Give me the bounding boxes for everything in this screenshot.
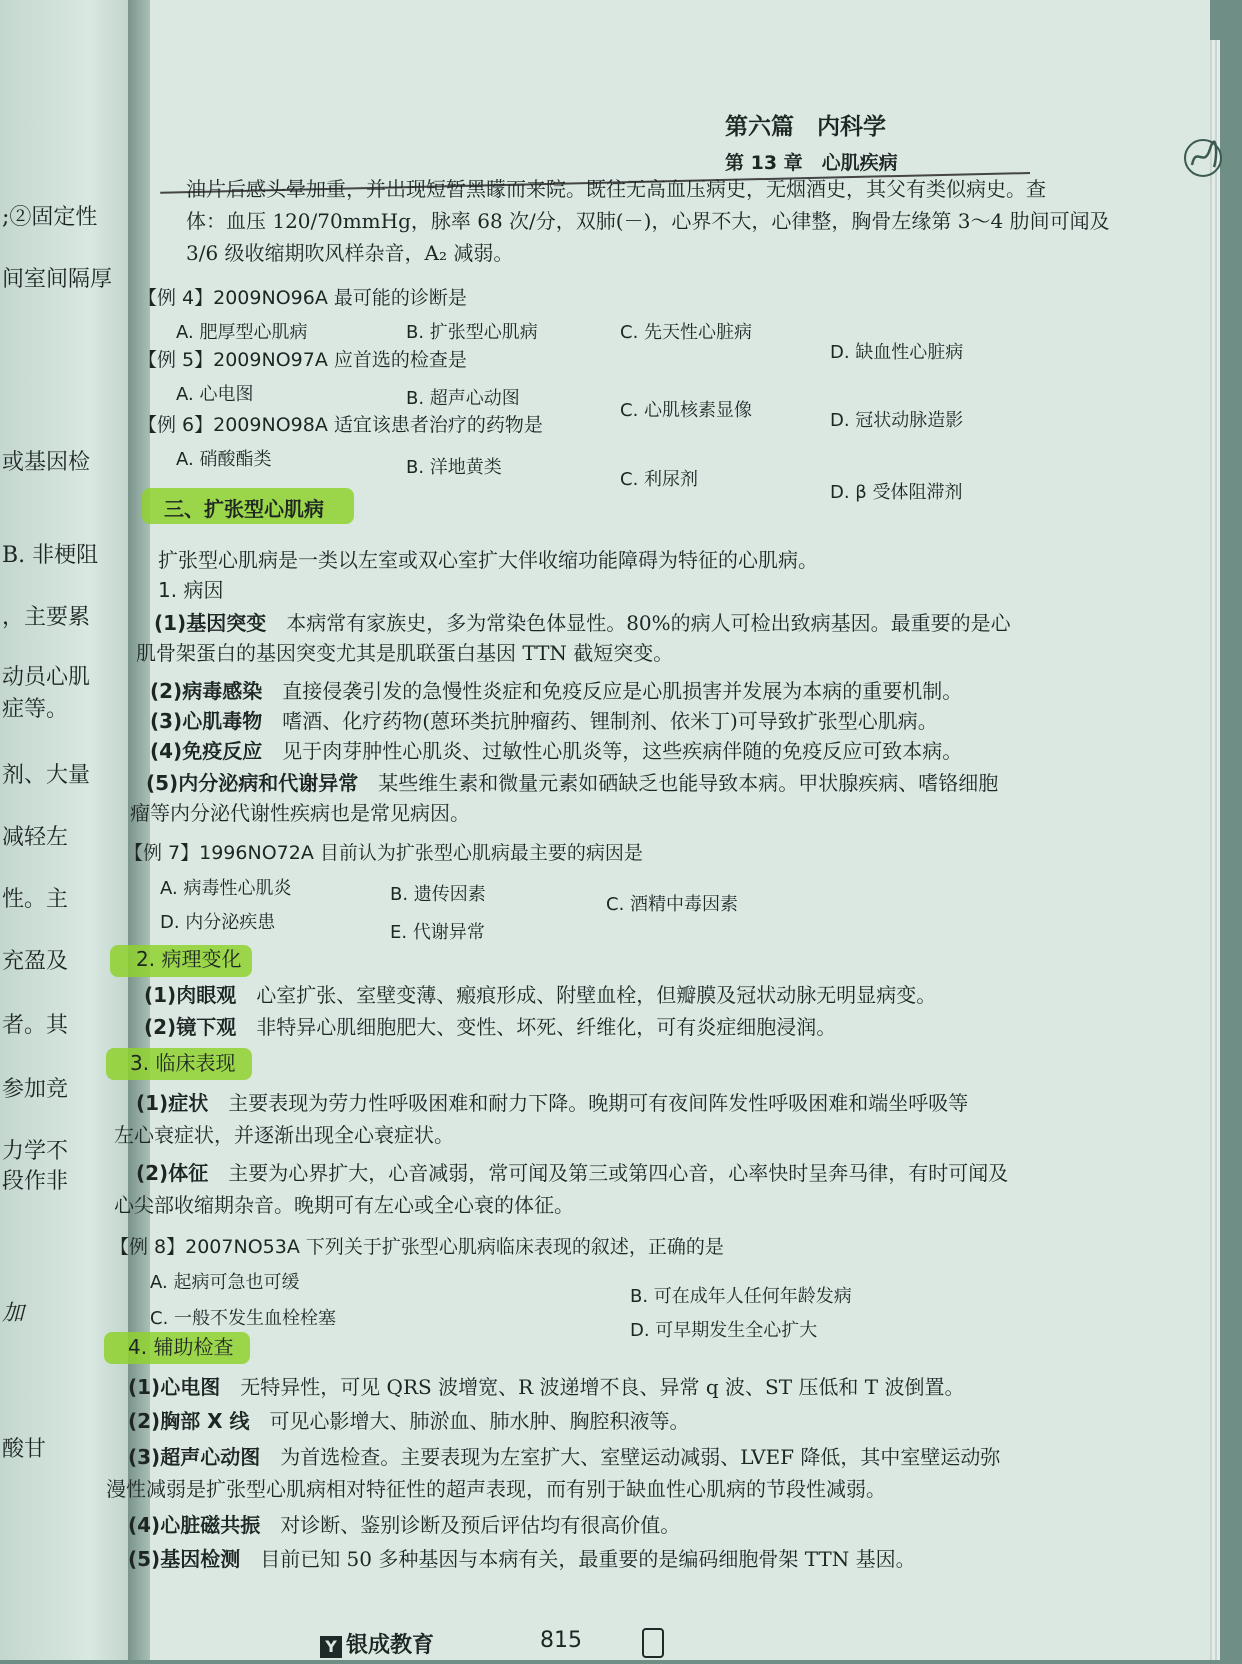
left-line: 症等。 <box>2 697 69 722</box>
right-page <box>106 0 1210 1660</box>
subsection-heading: 2. 病理变化 <box>136 947 242 971</box>
option: A. 心电图 <box>176 384 254 405</box>
item-text: 主要表现为劳力性呼吸困难和耐力下降。晚期可有夜间阵发性呼吸困难和端坐呼吸等 <box>228 1091 969 1115</box>
item-key: (1)症状 <box>136 1091 209 1115</box>
item-text: 某些维生素和微量元素如硒缺乏也能导致本病。甲状腺疾病、嗜铬细胞 <box>378 771 999 795</box>
item-key: (2)体征 <box>136 1161 209 1185</box>
brand-logo-icon: Y <box>320 1636 342 1658</box>
left-line: 加 <box>2 1301 25 1326</box>
item-text: 见于肉芽肿性心肌炎、过敏性心肌炎等，这些疾病伴随的免疫反应可致本病。 <box>282 739 963 763</box>
option: C. 心肌核素显像 <box>620 400 753 421</box>
phone-icon <box>642 1628 664 1664</box>
example-question: 【例 7】1996NO72A 目前认为扩张型心肌病最主要的病因是 <box>124 842 643 864</box>
option: B. 洋地黄类 <box>406 457 502 478</box>
option: D. 内分泌疾患 <box>160 912 276 933</box>
item-text-cont: 漫性减弱是扩张型心肌病相对特征性的超声表现，而有别于缺血性心肌病的节段性减弱。 <box>106 1477 886 1501</box>
option: B. 遗传因素 <box>390 884 486 905</box>
intro-line: 油片后感头晕加重，并出现短暂黑矇而来院。既往无高血压病史，无烟酒史，其父有类似病史。查 <box>186 177 1046 201</box>
left-line: 动员心肌 <box>2 665 91 690</box>
footer-brand <box>320 1628 434 1659</box>
left-line: 剂、大量 <box>2 763 91 788</box>
option: A. 起病可急也可缓 <box>150 1272 300 1293</box>
left-line: 减轻左 <box>2 825 69 850</box>
option: D. β 受体阻滞剂 <box>830 482 963 503</box>
option: D. 冠状动脉造影 <box>830 410 964 431</box>
subsection-heading: 4. 辅助检查 <box>128 1335 234 1359</box>
item-key: (1)肉眼观 <box>144 983 237 1007</box>
option: D. 可早期发生全心扩大 <box>630 1320 818 1341</box>
left-line: 段作非 <box>2 1169 69 1194</box>
example-question: 【例 8】2007NO53A 下列关于扩张型心肌病临床表现的叙述，正确的是 <box>110 1236 724 1258</box>
example-question: 【例 4】2009NO96A 最可能的诊断是 <box>138 287 467 309</box>
intro-line: 体：血压 120/70mmHg，脉率 68 次/分，双肺(－)，心界不大，心律整，胸骨左缘第 3～4 肋间可闻及 <box>186 209 1110 233</box>
item-text: 可见心影增大、肺淤血、肺水肿、胸腔积液等。 <box>269 1409 690 1433</box>
item-text: 对诊断、鉴别诊断及预后评估均有很高价值。 <box>280 1513 681 1537</box>
subsection-heading: 3. 临床表现 <box>130 1051 236 1075</box>
item-text-cont: 心尖部收缩期杂音。晚期可有左心或全心衰的体征。 <box>114 1193 574 1217</box>
definition-line: 扩张型心肌病是一类以左室或双心室扩大伴收缩功能障碍为特征的心肌病。 <box>158 548 818 572</box>
item-key: (2)病毒感染 <box>150 679 263 703</box>
option: A. 硝酸酯类 <box>176 449 272 470</box>
left-line: 性。主 <box>2 887 69 912</box>
item-text: 本病常有家族史，多为常染色体显性。80%的病人可检出致病基因。最重要的是心 <box>286 611 1011 635</box>
item-key: (1)心电图 <box>128 1375 221 1399</box>
brand-name: 银成教育 <box>346 1633 435 1658</box>
option: A. 肥厚型心肌病 <box>176 322 308 343</box>
left-line: 酸甘 <box>2 1437 47 1462</box>
option: C. 利尿剂 <box>620 469 699 490</box>
intro-line: 3/6 级收缩期吹风样杂音，A₂ 减弱。 <box>186 241 514 265</box>
option: C. 一般不发生血栓栓塞 <box>150 1308 337 1329</box>
option: B. 超声心动图 <box>406 388 520 409</box>
page-number: 815 <box>540 1628 582 1653</box>
item-key: (4)免疫反应 <box>150 739 263 763</box>
item-key: (2)镜下观 <box>144 1015 237 1039</box>
section-heading: 三、扩张型心肌病 <box>164 497 324 521</box>
option: D. 缺血性心脏病 <box>830 342 964 363</box>
left-line: ，主要累 <box>2 605 91 630</box>
left-line: 间室间隔厚 <box>2 267 113 292</box>
item-text: 非特异心肌细胞肥大、变性、坏死、纤维化，可有炎症细胞浸润。 <box>256 1015 837 1039</box>
left-line: 或基因检 <box>2 450 91 475</box>
option: B. 扩张型心肌病 <box>406 322 538 343</box>
item-key: (3)心肌毒物 <box>150 709 263 733</box>
item-text-cont: 瘤等内分泌代谢性疾病也是常见病因。 <box>130 801 470 825</box>
item-text: 主要为心界扩大，心音减弱，常可闻及第三或第四心音，心率快时呈奔马律，有时可闻及 <box>228 1161 1009 1185</box>
option: B. 可在成年人任何年龄发病 <box>630 1286 852 1307</box>
item-text: 心室扩张、室壁变薄、瘢痕形成、附壁血栓，但瓣膜及冠状动脉无明显病变。 <box>256 983 937 1007</box>
item-text-cont: 肌骨架蛋白的基因突变尤其是肌联蛋白基因 TTN 截短突变。 <box>136 641 674 665</box>
example-question: 【例 6】2009NO98A 适宜该患者治疗的药物是 <box>138 414 543 436</box>
item-text: 目前已知 50 多种基因与本病有关，最重要的是编码细胞骨架 TTN 基因。 <box>260 1547 916 1571</box>
item-key: (5)基因检测 <box>128 1547 241 1571</box>
header-title: 第六篇 内科学 <box>725 114 886 140</box>
left-line: 参加竞 <box>2 1077 69 1102</box>
left-line: 充盈及 <box>2 949 69 974</box>
item-text: 为首选检查。主要表现为左室扩大、室壁运动减弱、LVEF 降低，其中室壁运动弥 <box>280 1445 1001 1469</box>
item-text: 直接侵袭引发的急慢性炎症和免疫反应是心肌损害并发展为本病的重要机制。 <box>282 679 963 703</box>
item-text-cont: 左心衰症状，并逐渐出现全心衰症状。 <box>114 1123 454 1147</box>
option: C. 先天性心脏病 <box>620 322 753 343</box>
item-key: (1)基因突变 <box>154 611 267 635</box>
left-line: 者。其 <box>2 1013 69 1038</box>
option: A. 病毒性心肌炎 <box>160 878 292 899</box>
example-question: 【例 5】2009NO97A 应首选的检查是 <box>138 349 467 371</box>
subsection-heading: 1. 病因 <box>158 578 224 602</box>
left-line: 力学不 <box>2 1139 69 1164</box>
left-line: ;②固定性 <box>2 205 98 230</box>
left-line: B. 非梗阻 <box>2 543 99 568</box>
item-key: (2)胸部 X 线 <box>128 1409 250 1433</box>
item-text: 无特异性，可见 QRS 波增宽、R 波递增不良、异常 q 波、ST 压低和 T 波倒置。 <box>240 1375 965 1399</box>
option: C. 酒精中毒因素 <box>606 894 739 915</box>
publisher-logo-icon <box>1180 135 1226 181</box>
item-text: 嗜酒、化疗药物(蒽环类抗肿瘤药、锂制剂、依米丁)可导致扩张型心肌病。 <box>282 709 938 733</box>
header-subtitle: 第 13 章 心肌疾病 <box>725 152 898 174</box>
item-key: (3)超声心动图 <box>128 1445 261 1469</box>
option: E. 代谢异常 <box>390 922 485 943</box>
item-key: (5)内分泌病和代谢异常 <box>146 771 359 795</box>
item-key: (4)心脏磁共振 <box>128 1513 261 1537</box>
